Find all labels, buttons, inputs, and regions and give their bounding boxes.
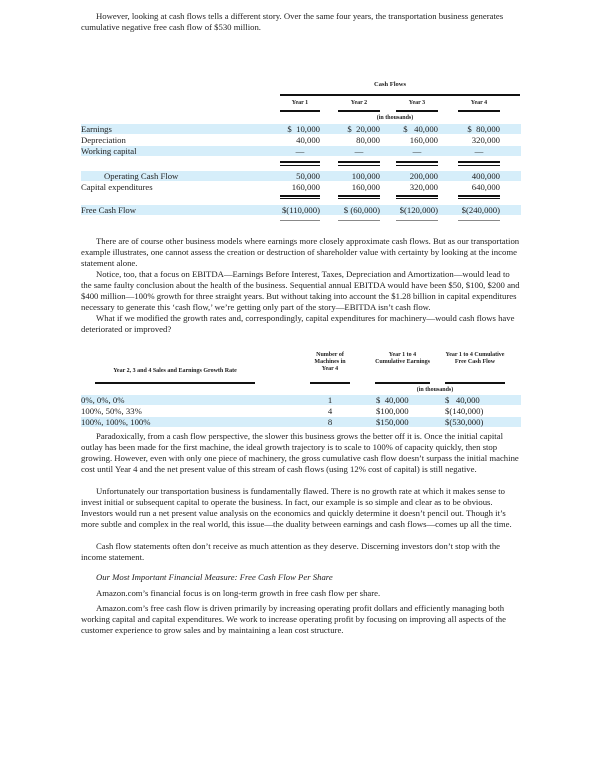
table-rule — [338, 161, 380, 163]
table-rule — [375, 382, 430, 384]
table-cell: — — [412, 146, 422, 156]
table-cell: $ 40,000 — [403, 124, 438, 134]
table-rule — [396, 161, 438, 163]
table-cell: 80,000 — [356, 135, 380, 145]
table-rule — [338, 198, 380, 199]
paragraph: Amazon.com’s financial focus is on long-term growth in free cash flow per share. — [96, 588, 381, 598]
table-rule — [338, 165, 380, 166]
table-rule — [396, 195, 438, 197]
table-cell: $150,000 — [376, 417, 409, 427]
table-cell: 400,000 — [471, 171, 500, 181]
table-cell: $ 40,000 — [376, 395, 409, 405]
column-header: Year 2 — [350, 100, 368, 106]
table-rule — [458, 161, 500, 163]
table-cell: 160,000 — [409, 135, 438, 145]
table-cell: 1 — [327, 395, 333, 405]
table-cell: $ 40,000 — [445, 395, 480, 405]
table-rule — [280, 198, 320, 199]
paragraph: Amazon.com’s free cash flow is driven primarily by increasing operating profit dollars and efficiently managing both working capital and capital expenditures. We work to increase operating profit by focusing on improving all aspects of the customer experience to grow sales and by maintaining a lean cost structure. — [81, 603, 506, 635]
table-rule — [445, 382, 505, 384]
row-label: Capital expenditures — [81, 182, 153, 192]
paragraph: Notice, too, that a focus on EBITDA—Earnings Before Interest, Taxes, Depreciation and Amortization—would lead to the same faulty conclusion about the health of the business. Sequential annual EBITDA would have been $50, $100, $200 and $400 million—100% growth for three straight years. But without taking into account the $1.28 billion in capital expenditures necessary to generate this ‘cash flow,’ we’re getting only part of the story—EBITDA isn’t cash flow. — [81, 269, 520, 312]
paragraph: What if we modified the growth rates and, correspondingly, capital expenditures for machinery—would cash flows have deteriorated or improved? — [81, 313, 515, 334]
column-header: Year 4 — [470, 100, 488, 106]
paragraph: Cash flow statements often don’t receive as much attention as they deserve. Discerning investors don’t stop with the income statement. — [81, 541, 501, 562]
row-label: Earnings — [81, 124, 112, 134]
table-cell: $(110,000) — [281, 205, 320, 215]
paragraph: There are of course other business models where earnings more closely approximate cash flows. But as our transportation example illustrates, one cannot assess the creation or destruction of shareholder value with certainty by looking at the income statement alone. — [81, 236, 520, 268]
row-label: Operating Cash Flow — [104, 171, 179, 181]
section-heading: Our Most Important Financial Measure: Free Cash Flow Per Share — [96, 572, 333, 582]
units-label: (in thousands) — [416, 387, 454, 393]
table-rule — [280, 220, 320, 221]
table-rule — [396, 165, 438, 166]
table-rule — [396, 198, 438, 199]
table-cell: 4 — [327, 406, 333, 416]
table-rule — [280, 165, 320, 166]
table-cell: 50,000 — [296, 171, 320, 181]
table-cell: 160,000 — [291, 182, 320, 192]
table-cell: $ 20,000 — [347, 124, 380, 134]
column-header: Year 1 to 4 Cumulative Earnings — [375, 352, 430, 365]
table-rule — [280, 195, 320, 197]
table-rule — [338, 110, 380, 112]
table-rule — [310, 382, 350, 384]
paragraph: Paradoxically, from a cash flow perspective, the slower this business grows the better off it is. Once the initial capital outlay has been made for the first machine, the ideal growth trajectory is to scale to 100% of capacity quickly, then stop growing. However, even with only one piece of machinery, the gross cumulative cash flow doesn’t surpass the initial machine cost until Year 4 and the net present value of this stream of cash flows (using 12% cost of capital) is still negative. — [81, 431, 519, 474]
row-label: Depreciation — [81, 135, 126, 145]
table-rule — [280, 161, 320, 163]
table-cell: 160,000 — [351, 182, 380, 192]
row-label: 100%, 50%, 33% — [81, 406, 142, 416]
table-title: Cash Flows — [374, 81, 406, 88]
table-cell: 40,000 — [296, 135, 320, 145]
units-label: (in thousands) — [376, 115, 414, 121]
table-cell: 320,000 — [471, 135, 500, 145]
table-cell: — — [474, 146, 484, 156]
table-cell: $(240,000) — [461, 205, 500, 215]
table-rule — [396, 220, 438, 221]
table-cell: 100,000 — [351, 171, 380, 181]
table-rule — [280, 110, 320, 112]
table-cell: 320,000 — [409, 182, 438, 192]
table-cell: $(530,000) — [445, 417, 484, 427]
table-rule — [458, 195, 500, 197]
table-rule — [458, 220, 500, 221]
column-header: Year 3 — [408, 100, 426, 106]
table-cell: 8 — [327, 417, 333, 427]
table-rule — [280, 94, 520, 96]
row-label: Free Cash Flow — [81, 205, 137, 215]
table-cell: $ 10,000 — [287, 124, 320, 134]
paragraph: Unfortunately our transportation business is fundamentally flawed. There is no growth rate at which it makes sense to invest initial or subsequent capital to operate the business. In fact, our example is so simple and clear as to be obvious. Investors would run a net present value analysis on the economics and quickly determine it doesn’t pencil out. Though it’s more subtle and complex in the real world, this issue—the duality between earnings and cash flows—comes up all the time. — [81, 486, 512, 529]
table-rule — [396, 110, 438, 112]
table-rule — [95, 382, 255, 384]
column-header: Year 1 — [291, 100, 309, 106]
table-cell: — — [295, 146, 305, 156]
table-cell: $ (60,000) — [343, 205, 380, 215]
table-rule — [458, 198, 500, 199]
table-cell: $(140,000) — [445, 406, 484, 416]
column-header: Number of Machines in Year 4 — [314, 352, 346, 372]
table-rule — [338, 195, 380, 197]
row-label: Working capital — [81, 146, 137, 156]
paragraph: However, looking at cash flows tells a different story. Over the same four years, the transportation business generates cumulative negative free cash flow of $530 million. — [81, 11, 504, 32]
table-cell: 640,000 — [471, 182, 500, 192]
table-cell: $(120,000) — [399, 205, 438, 215]
table-cell: — — [354, 146, 364, 156]
column-header: Year 1 to 4 Cumulative Free Cash Flow — [445, 352, 505, 365]
row-label: 0%, 0%, 0% — [81, 395, 125, 405]
table-rule — [458, 110, 500, 112]
table-rule — [338, 220, 380, 221]
column-header: Year 2, 3 and 4 Sales and Earnings Growth Rate — [113, 368, 237, 374]
table-cell: $ 80,000 — [467, 124, 500, 134]
table-rule — [458, 165, 500, 166]
table-cell: 200,000 — [409, 171, 438, 181]
row-label: 100%, 100%, 100% — [81, 417, 151, 427]
table-cell: $100,000 — [376, 406, 409, 416]
